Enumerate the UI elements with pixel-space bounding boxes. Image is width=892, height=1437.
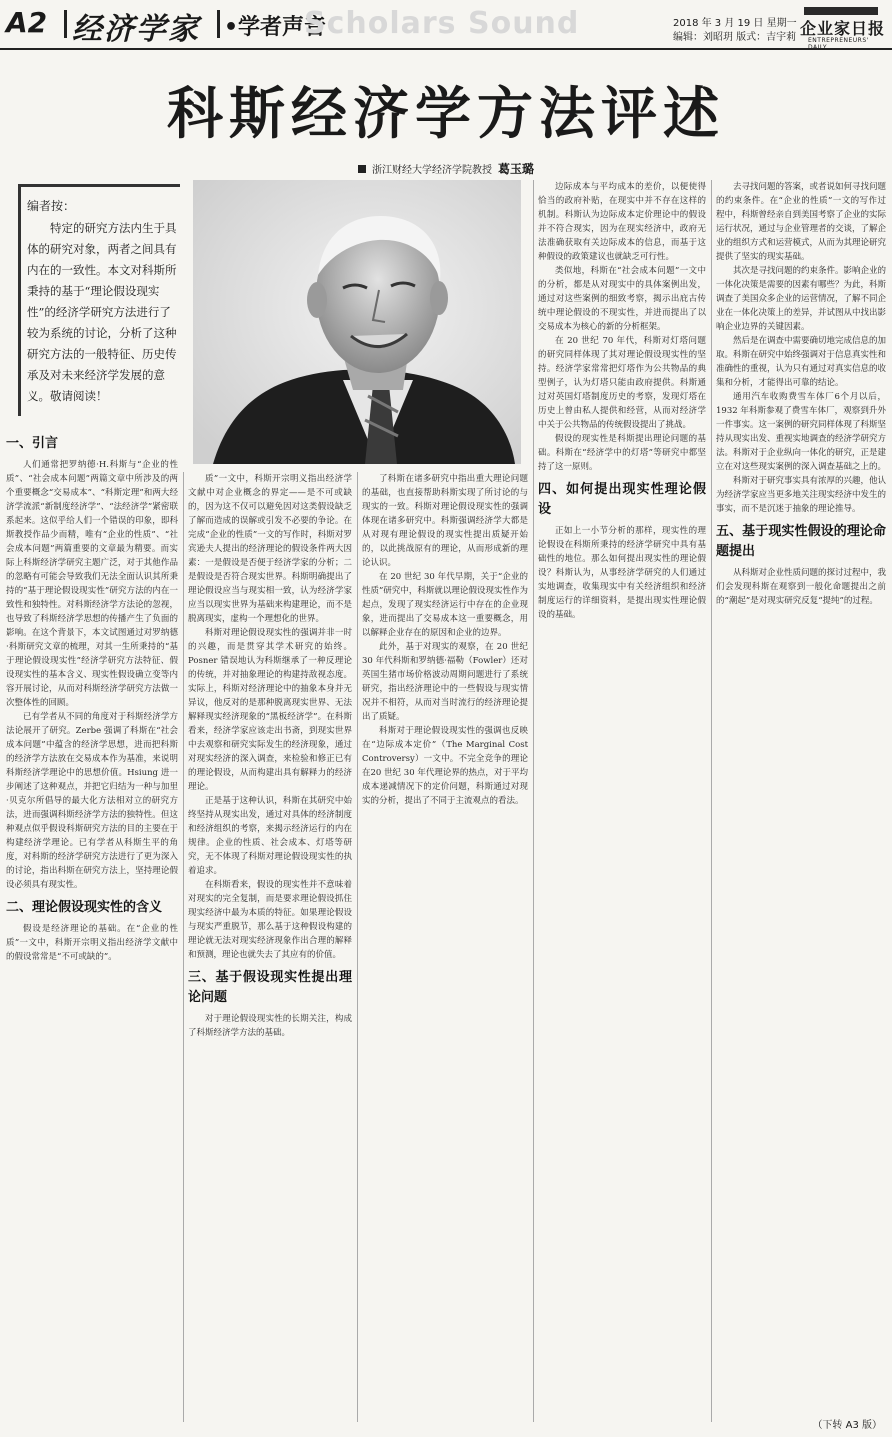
section-title: •学者声音 bbox=[224, 15, 327, 40]
column-rule bbox=[711, 180, 712, 1422]
paragraph: 在 20 世纪 30 年代早期，关于“企业的性质”研究中，科斯就以理论假设现实性作为起点，发现了现实经济运行中存在的企业现象，进而提出了交易成本这一重要概念，用以解释企业存在的原因和企业的边界。 bbox=[362, 572, 528, 638]
byline-square-icon bbox=[358, 165, 366, 173]
paragraph: 对于理论假设现实性的长期关注，构成了科斯经济学方法的基础。 bbox=[188, 1014, 352, 1038]
logo-seal-icon bbox=[804, 7, 878, 15]
byline bbox=[358, 160, 534, 177]
paragraph: 科斯对于研究事实具有浓厚的兴趣，他认为经济学家应当更多地关注现实经济中发生的事实，而不是沉迷于抽象的理论推导。 bbox=[716, 476, 886, 514]
section-heading: 五、基于现实性假设的理论命题提出 bbox=[716, 524, 886, 559]
paragraph: 科斯对理论假设现实性的强调并非一时的兴趣，而是贯穿其学术研究的始终。Posner 错误地认为科斯继承了一种反理论的传统，并对抽象理论的构建持敌视态度。实际上，科斯对经济理论中的抽象本身并无异议，他反对的是那种脱离现实世界、无法解释现实经济现象的“黑板经济学”。在科斯看来，经济学家应该走出书斋，到现实世界中去观察和研究实际发生的经济现象，通过对现实经济的深入调查，来检验和修正已有的理论假设，从而构建出具有解释力的经济理论。 bbox=[188, 628, 352, 792]
article-column-3 bbox=[362, 472, 528, 1423]
section-heading: 一、引言 bbox=[6, 436, 59, 451]
editor-note-body: 特定的研究方法内生于具体的研究对象，两者之间具有内在的一致性。本文对科斯所秉持的基于“理论假设现实性”的经济学研究方法进行了较为系统的讨论，分析了这种研究方法的一般特征、历史传承及对未来经济学发展的意义。敬请阅读！ bbox=[27, 221, 177, 403]
paragraph: 了科斯在诸多研究中指出重大理论问题的基础，也直接帮助科斯实现了所讨论的与现实的一致。科斯对理论假设现实性的强调体现在诸多研究中。科斯强调经济学大都是从对现有理论假设的现实性提出质疑开始的，以此挑战原有的理论，从而形成新的理论认识。 bbox=[362, 474, 528, 568]
header-divider bbox=[217, 10, 220, 38]
header-rule bbox=[0, 48, 892, 50]
portrait-illustration bbox=[193, 180, 521, 464]
editor-note-label: 编者按： bbox=[27, 199, 76, 213]
paragraph: 正是基于这种认识，科斯在其研究中始终坚持从现实出发，通过对具体的经济制度和经济组织的考察，来揭示经济运行的内在规律。企业的性质、社会成本、灯塔等研究，无不体现了科斯对理论假设现实性的执着追求。 bbox=[188, 796, 352, 876]
header-divider bbox=[64, 10, 67, 38]
paragraph: 通用汽车收购费雪车体厂6个月以后，1932 年科斯参观了费雪车体厂，观察到升外一件事实。这一案例的研究同样体现了科斯坚持从现实出发、重视实地调查的经济学研究方法。科斯对于企业纵向一体化的研究，正是建立在对这些现实案例的深入调查基础之上的。 bbox=[716, 392, 886, 472]
issue-date: 2018 年 3 月 19 日 星期一 bbox=[673, 18, 797, 29]
column-brand: 经济学家 bbox=[72, 12, 200, 47]
editor-note bbox=[18, 184, 180, 416]
article-title: 科斯经济学方法评述 bbox=[167, 81, 725, 147]
paragraph: 此外，基于对现实的观察，在 20 世纪 30 年代科斯和罗纳德·福勒（Fowler）还对英国生猪市场价格波动周期问题进行了系统研究，指出经济理论中的一些假设与现实情况并不相符，从而对当时流行的经济理论提出了质疑。 bbox=[362, 642, 528, 722]
newspaper-logo bbox=[794, 7, 886, 45]
editor-credits: 编辑：刘昭玥 版式：吉宇莉 bbox=[673, 32, 797, 43]
portrait-photo bbox=[193, 180, 521, 464]
paragraph: 从科斯对企业性质问题的探讨过程中，我们会发现科斯在观察到一般化命题提出之前的“潮起”是对现实研究反复“提纯”的过程。 bbox=[716, 568, 886, 606]
newspaper-name: 企业家日报 bbox=[800, 19, 886, 38]
paragraph: 在科斯看来，假设的现实性并不意味着对现实的完全复制，而是要求理论假设抓住现实经济中最为本质的特征。如果理论假设与现实严重脱节，那么基于这种假设构建的理论就无法对现实经济现象作出合理的解释和预测，理论也就失去了其应有的价值。 bbox=[188, 880, 352, 960]
continued-on-next-page: （下转 A3 版） bbox=[812, 1420, 882, 1431]
section-heading: 三、基于假设现实性提出理论问题 bbox=[188, 970, 352, 1005]
paragraph: 假设是经济理论的基础。在“企业的性质”一文中，科斯开宗明义指出经济学文献中的假设常常是“不可或缺的”。 bbox=[6, 924, 178, 962]
paragraph: 在 20 世纪 70 年代，科斯对灯塔问题的研究同样体现了其对理论假设现实性的坚持。经济学家常常把灯塔作为公共物品的典型例子，认为灯塔只能由政府提供。科斯通过对英国灯塔制度历史的考察，发现灯塔在历史上曾由私人提供和经营，从而对经济学中关于公共物品的传统假设提出了挑战。 bbox=[538, 336, 706, 430]
paragraph: 科斯对于理论假设现实性的强调也反映在“边际成本定价”（The Marginal Cost Controversy）一文中。不完全竞争的理论在20 世纪 30 年代理论界的热点，对于平均成本递减情况下的定价问题，科斯通过对现实的分析，提出了不同于主流观点的看法。 bbox=[362, 726, 528, 806]
section-heading: 二、理论假设现实性的含义 bbox=[6, 900, 163, 915]
article-column-5 bbox=[716, 180, 886, 1410]
paragraph: 去寻找问题的答案，或者说如何寻找问题的约束条件。在“企业的性质”一文的写作过程中，科斯曾经亲自到美国考察了企业的实际运行状况，通过与企业管理者的交谈，了解企业的组织方式和运营模式，从而为其理论研究提供了坚实的现实基础。 bbox=[716, 182, 886, 262]
paragraph: 已有学者从不同的角度对于科斯经济学方法论展开了研究。Zerbe 强调了科斯在“社会成本问题”中蕴含的经济学思想，进而把科斯的经济学方法放在交易成本作为基准，来说明科斯经济学理论中的思想价值。Hsiung 进一步阐述了这种观点，并把它归结为一种与加里·贝克尔所倡导的最大化方法相对立的研究方法，进而强调科斯经济学方法的独特性。但这种观点似乎假设科斯研究方法的目的主要在于构建经济学理论。已有学者从科斯生平的角度，对科斯的经济学研究方法进行了更为深入的讨论，指出科斯在研究方法上，坚持理论假设必须具有现实性。 bbox=[6, 712, 178, 890]
article-column-2 bbox=[188, 472, 352, 1423]
author-name: 葛玉璐 bbox=[498, 162, 535, 176]
author-affiliation: 浙江财经大学经济学院教授 bbox=[372, 165, 492, 176]
column-rule bbox=[533, 180, 534, 1422]
column-rule bbox=[183, 472, 184, 1422]
paragraph: 其次是寻找问题的约束条件。影响企业的一体化决策是需要的因素有哪些？为此，科斯调查了美国众多企业的运营情况，了解不同企业在一体化决策上的差异，并试图从中找出影响企业边界的关键因素。 bbox=[716, 266, 886, 332]
paragraph: 边际成本与平均成本的差价，以便使得恰当的政府补贴，在现实中并不存在这样的机制。科斯认为边际成本定价理论中的假设并不符合现实，因为在现实经济中，政府无法准确获取有关边际成本的信息，而基于这种假设的政策建议也就缺乏可行性。 bbox=[538, 182, 706, 262]
paragraph: 类似地，科斯在“社会成本问题”一文中的分析，都是从对现实中的具体案例出发，通过对这些案例的细致考察，揭示出庇古传统中理论假设的不现实性，并进而提出了以交易成本为核心的新的分析框架。 bbox=[538, 266, 706, 332]
newspaper-name-en: ENTREPRENEURS' bbox=[808, 37, 869, 44]
article-column-4 bbox=[538, 180, 706, 1423]
section-title-en: Scholars Sound bbox=[304, 6, 580, 41]
paragraph: 然后是在调查中需要确切地完成信息的加取。科斯在研究中始终强调对于信息真实性和准确性的重视，认为只有通过对真实信息的收集和分析，才能得出可靠的结论。 bbox=[716, 336, 886, 388]
paragraph: 质”一文中，科斯开宗明义指出经济学文献中对企业概念的界定——是不可或缺的，因为这不仅可以避免因对这类假设缺乏了解而造成的误解或引发不必要的争论。在完成“企业的性质”一文的写作时，科斯对罗宾逊夫人提出的经济理论的假设条件两大因素：一是假设是否便于经济学家的分析；二是假设是否符合现实世界。科斯明确提出了理论假设应当与现实相一致，认为经济学家应当以现实世界为基础来构建理论，而不是脱离现实，虚构一个理想化的世界。 bbox=[188, 474, 352, 624]
article-column-1 bbox=[6, 428, 178, 1423]
paragraph: 假设的现实性是科斯提出理论问题的基础。科斯在“经济学中的灯塔”等研究中都坚持了这一原则。 bbox=[538, 434, 706, 472]
column-rule bbox=[357, 472, 358, 1422]
paragraph: 人们通常把罗纳德·H.科斯与“企业的性质”、“社会成本问题”两篇文章中所涉及的两个重要概念“交易成本”、“科斯定理”和两大经济学流派“新制度经济学”、“法经济学”紧密联系起来。这似乎给人们一个错误的印象，即科斯教授作品少而精，唯有“企业的性质”、“社会成本问题”两篇重要的文章最为精要。而实际上科斯经济学研究主题广泛，对于其他作品的忽略有可能会导致我们无法全面认识其所秉持的“基于理论假设现实性”研究方法的内在一致性和独特性。对科斯经济学方法论的忽视，也导致了科斯经济学思想的传播产生了负面的影响。在这个背景下，本文试图通过对罗纳德·科斯研究文章的梳理，对其一生所秉持的“基于理论假设现实性”经济学研究方法特征、假设现实性的基本含义、现实性假设确立变等内容开展讨论，从而对科斯经济学研究方法做一次整体性的回顾。 bbox=[6, 460, 178, 708]
page-number: A2 bbox=[6, 6, 48, 39]
section-heading: 四、如何提出现实性理论假设 bbox=[538, 482, 706, 517]
paragraph: 正如上一小节分析的那样，现实性的理论假设在科斯所秉持的经济学研究中具有基础性的地位。那么如何提出现实性的理论假设？科斯认为，从事经济学研究的人们通过实地调查，收集现实中有关经济组织和经济制度运行的详细资料，是提出现实性理论假设的基础。 bbox=[538, 526, 706, 620]
